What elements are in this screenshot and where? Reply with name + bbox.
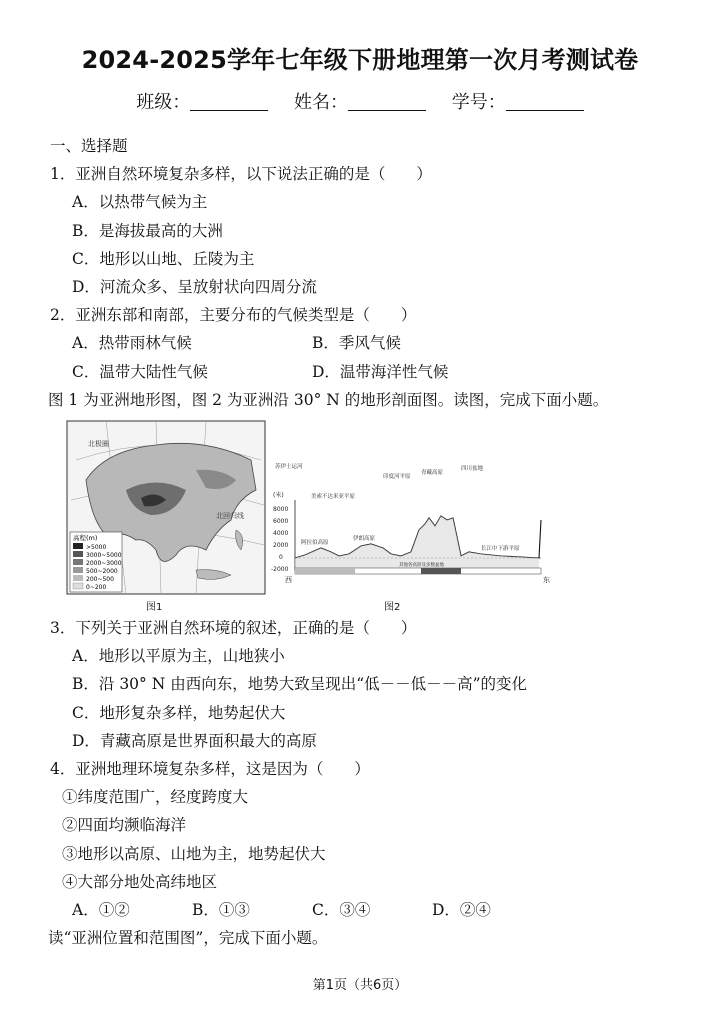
label-mesopotamia: 美索不达米亚平原 <box>311 494 356 500</box>
q3-option-a: A．地形以平原为主，山地狭小 <box>72 647 285 666</box>
east-label: 东 <box>543 576 550 584</box>
question-section <box>50 132 690 414</box>
label-arabia: 阿拉伯高原 <box>301 540 329 546</box>
class-blank[interactable] <box>190 92 268 111</box>
class-field <box>136 88 268 114</box>
q2-option-b: B．季风气候 <box>312 334 401 353</box>
label-sichuan: 四川盆地 <box>461 466 484 472</box>
q1-option-d: D．河流众多、呈放射状向四周分流 <box>72 277 317 296</box>
legend-item: 200~500 <box>86 576 114 583</box>
q1-option-a: A．以热带气候为主 <box>72 193 208 212</box>
q2-option-c: C．温带大陆性气候 <box>72 362 208 381</box>
q2-stem: 2．亚洲东部和南部，主要分布的气候类型是（ ） <box>50 306 417 325</box>
q4-option-a: A．①② <box>72 900 130 919</box>
legend-item: 3000~5000 <box>86 552 122 559</box>
name-label: 姓名： <box>294 92 348 113</box>
q4-statement-1: ①纬度范围广，经度跨度大 <box>62 788 249 807</box>
label-mountain: 其他各高原及多数盆地 <box>399 563 444 568</box>
y-tick: -2000 <box>271 566 289 573</box>
y-tick: 0 <box>279 554 283 561</box>
name-field <box>294 88 426 114</box>
label-suez: 苏伊士运河 <box>275 464 303 470</box>
tropic-label: 北回归线 <box>216 512 244 520</box>
exam-title: 2024-2025学年七年级下册地理第一次月考测试卷 <box>81 46 639 74</box>
q3-option-c: C．地形复杂多样，地势起伏大 <box>72 703 286 722</box>
q3-stem: 3．下列关于亚洲自然环境的叙述，正确的是（ ） <box>50 619 417 637</box>
q3-option-b: B．沿 30° N 由西向东，地势大致呈现出“低－－低－－高”的变化 <box>72 675 528 694</box>
q3-option-d: D．青藏高原是世界面积最大的高原 <box>72 731 317 750</box>
student-id-label: 学号： <box>451 92 506 113</box>
q1-stem: 1．亚洲自然环境复杂多样，以下说法正确的是（ ） <box>50 165 432 184</box>
label-iran: 伊朗高原 <box>353 536 376 542</box>
y-tick: 8000 <box>273 506 289 513</box>
q2-options-row1 <box>50 329 690 357</box>
section-heading: 一、选择题 <box>50 137 128 155</box>
label-indus: 印度河平原 <box>383 474 411 480</box>
q4-statement-4: ④大部分地处高纬地区 <box>62 872 218 891</box>
legend-title: 高程(m) <box>73 534 98 542</box>
y-unit: (米) <box>273 492 284 499</box>
q4-option-d: D．②④ <box>432 900 491 919</box>
legend-item: >5000 <box>86 544 107 551</box>
q2-option-d: D．温带海洋性气候 <box>312 362 449 381</box>
student-id-blank[interactable] <box>506 92 584 111</box>
q4-option-b: B．①③ <box>192 900 250 919</box>
q4-statement-3: ③地形以高原、山地为主，地势起伏大 <box>62 844 326 863</box>
q1-option-b: B．是海拔最高的大洲 <box>72 221 223 240</box>
q4-statement-2: ②四面均濒临海洋 <box>62 816 187 835</box>
legend-item: 0~200 <box>86 584 107 591</box>
figure-intro: 图 1 为亚洲地形图，图 2 为亚洲沿 30° N 的地形剖面图。读图，完成下面小题。 <box>48 390 609 409</box>
figure-1-caption: 图1 <box>146 602 163 613</box>
figures-area <box>66 420 556 612</box>
label-qingzang: 青藏高原 <box>421 470 444 476</box>
y-tick: 6000 <box>273 518 289 525</box>
label-yangtze: 长江中下游平原 <box>481 546 520 552</box>
student-id-field <box>452 88 584 114</box>
class-label: 班级： <box>136 92 191 113</box>
q2-option-a: A．热带雨林气候 <box>72 334 192 353</box>
west-label: 西 <box>285 576 292 584</box>
q4-option-c: C．③④ <box>312 900 371 919</box>
question-section-2 <box>50 614 690 952</box>
q2-options-row2 <box>50 358 690 386</box>
name-blank[interactable] <box>348 92 426 111</box>
y-tick: 4000 <box>273 530 289 537</box>
next-intro: 读“亚洲位置和范围图”，完成下面小题。 <box>48 929 328 948</box>
page-footer: 第1页（共6页） <box>312 978 408 993</box>
y-tick: 2000 <box>273 542 289 549</box>
arctic-circle-label: 北极圈 <box>88 440 109 448</box>
q4-stem: 4．亚洲地理环境复杂多样，这是因为（ ） <box>50 759 370 778</box>
legend-item: 2000~3000 <box>86 560 122 567</box>
elevation-legend <box>70 532 122 592</box>
student-info-row <box>0 88 720 114</box>
figure-2-caption: 图2 <box>384 602 401 613</box>
legend-item: 500~2000 <box>86 568 118 575</box>
asia-terrain-map <box>66 420 266 595</box>
q4-options-row <box>50 896 690 924</box>
terrain-profile-chart <box>271 460 556 590</box>
q1-option-c: C．地形以山地、丘陵为主 <box>72 249 255 268</box>
